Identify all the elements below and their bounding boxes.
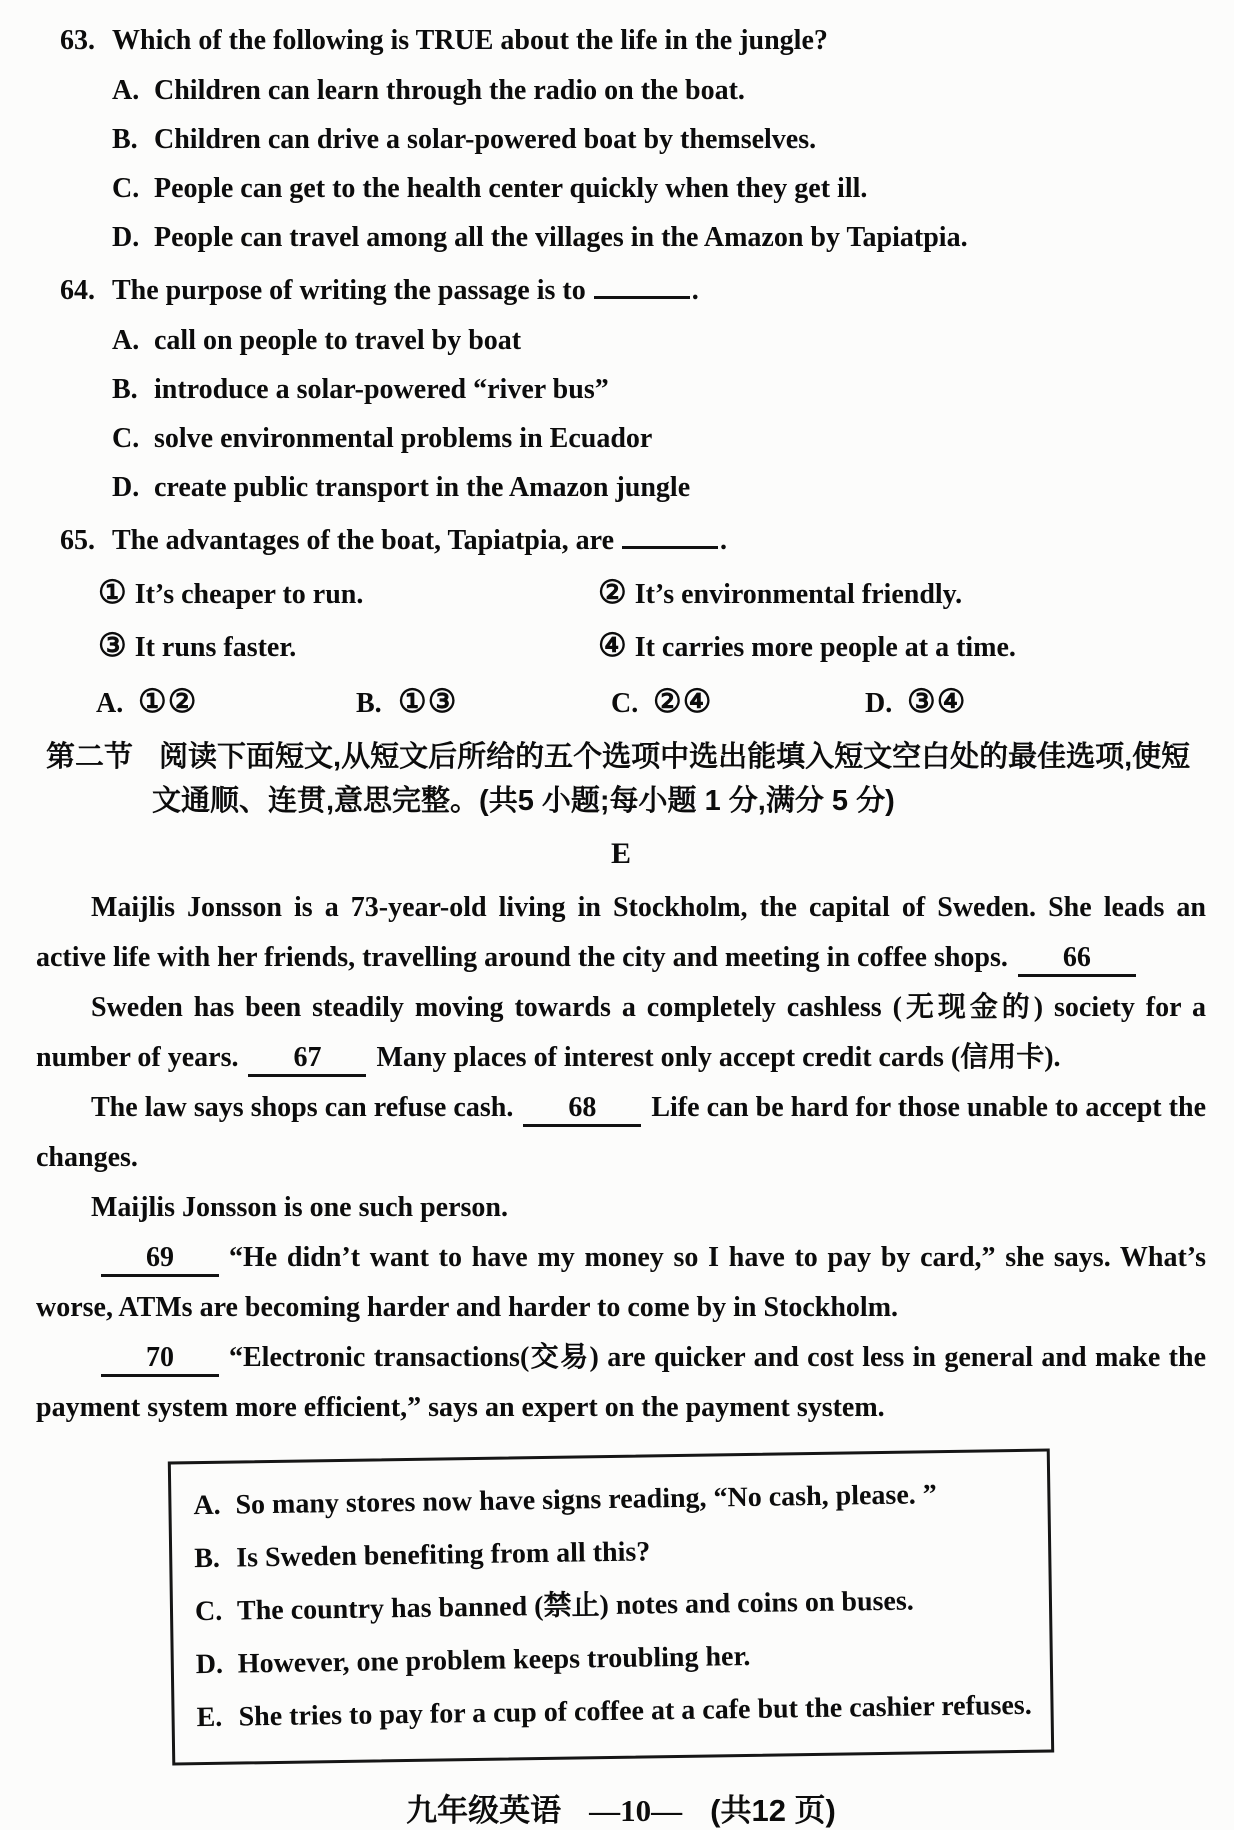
- choice-letter: A.: [96, 688, 124, 719]
- option-letter: D.: [112, 472, 140, 503]
- statement-text: It’s cheaper to run.: [134, 579, 364, 610]
- choice-pair: ①②: [138, 683, 198, 719]
- statement-2: [598, 574, 1206, 613]
- question-number: 63.: [60, 25, 95, 56]
- question-63-option-b: [36, 123, 1206, 157]
- passage-blank-67: 67: [248, 1042, 366, 1077]
- section-2-instructions: 阅读下面短文,从短文后所给的五个选项中选出能填入短文空白处的最佳选项,使短: [159, 741, 1191, 773]
- question-65: [36, 520, 1206, 723]
- choice-letter: D.: [865, 688, 893, 719]
- question-64: [36, 270, 1206, 505]
- question-65-choices: [36, 682, 1206, 723]
- paragraph-text: Sweden has been steadily moving towards a completely cashless (无现金的) society for a number of years.: [36, 992, 1206, 1073]
- option-text: People can travel among all the villages in the Amazon by Tapiatpia.: [154, 222, 968, 253]
- statement-3: [98, 627, 598, 666]
- option-letter: D.: [112, 222, 140, 253]
- choice-letter: C.: [611, 688, 639, 719]
- question-stem-text: Which of the following is TRUE about the life in the jungle?: [112, 25, 828, 56]
- stem-period: .: [691, 275, 699, 306]
- option-text: The country has banned (禁止) notes and coins on buses.: [236, 1585, 915, 1627]
- box-option-e: [196, 1688, 1034, 1736]
- option-text: Children can learn through the radio on the boat.: [154, 75, 745, 106]
- question-63-option-c: [36, 172, 1206, 206]
- circled-number-2: ②: [598, 574, 627, 610]
- passage-paragraph-6: [36, 1333, 1206, 1433]
- passage-paragraph-2: [36, 983, 1206, 1083]
- circled-number-3: ③: [98, 627, 127, 663]
- footer-course-label: 九年级英语: [406, 1793, 562, 1828]
- statement-text: It runs faster.: [134, 632, 297, 663]
- option-text: However, one problem keeps troubling her.: [237, 1640, 751, 1680]
- paragraph-text: “He didn’t want to have my money so I have to pay by card,” she says. What’s worse, ATMs are becoming harder and harder to come by in Stockholm.: [36, 1242, 1206, 1323]
- page-footer: [36, 1785, 1206, 1830]
- footer-page-number: —10—: [589, 1793, 683, 1828]
- option-letter: A.: [112, 75, 140, 106]
- statement-4: [598, 627, 1206, 666]
- question-64-stem: [36, 270, 1206, 308]
- passage-paragraph-5: [36, 1233, 1206, 1333]
- choice-pair: ①③: [398, 683, 458, 719]
- question-number: 65.: [60, 525, 95, 556]
- statement-text: It’s environmental friendly.: [634, 579, 963, 610]
- passage-blank-68: 68: [523, 1092, 641, 1127]
- option-text: solve environmental problems in Ecuador: [154, 423, 653, 454]
- question-stem-text: The advantages of the boat, Tapiatpia, are: [112, 525, 614, 556]
- question-63-stem: [36, 24, 1206, 58]
- box-option-c: [195, 1582, 1033, 1630]
- footer-total-pages: (共12 页): [710, 1793, 836, 1828]
- choice-b: [356, 682, 604, 723]
- option-letter: E.: [196, 1701, 223, 1734]
- option-letter: B.: [112, 124, 138, 155]
- option-letter: B.: [194, 1542, 221, 1575]
- choice-d: [865, 682, 966, 723]
- passage-blank-70: 70: [101, 1342, 219, 1377]
- box-option-b: [194, 1529, 1032, 1577]
- option-text: Is Sweden benefiting from all this?: [236, 1536, 651, 1574]
- option-text: So many stores now have signs reading, “No cash, please. ”: [235, 1479, 937, 1521]
- question-63: [36, 24, 1206, 255]
- passage-paragraph-3: [36, 1083, 1206, 1183]
- option-text: Children can drive a solar-powered boat by themselves.: [154, 124, 817, 155]
- choice-c: [611, 682, 858, 723]
- choice-letter: B.: [356, 688, 382, 719]
- option-letter: A.: [193, 1489, 221, 1522]
- box-option-d: [196, 1635, 1034, 1683]
- passage-blank-69: 69: [101, 1242, 219, 1277]
- option-text: She tries to pay for a cup of coffee at a cafe but the cashier refuses.: [238, 1689, 1032, 1733]
- option-letter: C.: [194, 1595, 223, 1628]
- choice-pair: ②④: [653, 683, 713, 719]
- option-letter: D.: [195, 1648, 224, 1681]
- choice-pair: ③④: [907, 683, 967, 719]
- option-text: introduce a solar-powered “river bus”: [154, 374, 609, 405]
- question-65-stem: [36, 520, 1206, 558]
- question-64-option-a: [36, 324, 1206, 358]
- statement-1: [98, 574, 598, 613]
- question-64-option-b: [36, 373, 1206, 407]
- option-letter: A.: [112, 325, 140, 356]
- passage-blank-66: 66: [1018, 942, 1136, 977]
- paragraph-text: Maijlis Jonsson is a 73-year-old living in Stockholm, the capital of Sweden. She leads an active life with her friends, travelling around the city and meeting in coffee shops.: [36, 892, 1206, 973]
- answer-blank: [594, 270, 690, 299]
- section-2-header: [46, 735, 1206, 823]
- option-text: call on people to travel by boat: [154, 325, 522, 356]
- stem-period: .: [720, 525, 727, 556]
- paragraph-text: The law says shops can refuse cash.: [91, 1092, 514, 1123]
- question-63-option-a: [36, 74, 1206, 108]
- question-64-option-c: [36, 422, 1206, 456]
- question-stem-text: The purpose of writing the passage is to: [112, 275, 586, 306]
- passage-paragraph-4: Maijlis Jonsson is one such person.: [91, 1192, 508, 1223]
- option-letter: B.: [112, 374, 138, 405]
- section-2-line2: 文通顺、连贯,意思完整。(共5 小题;每小题 1 分,满分 5 分): [152, 785, 895, 817]
- paragraph-text: Life can be hard for those unable to accept the changes.: [36, 1092, 1207, 1173]
- question-65-statements: [36, 574, 1206, 666]
- option-letter: C.: [112, 173, 140, 204]
- circled-number-4: ④: [598, 627, 627, 663]
- statement-text: It carries more people at a time.: [634, 632, 1016, 663]
- choice-a: [96, 682, 349, 723]
- passage-paragraph-1: [36, 883, 1206, 983]
- circled-number-1: ①: [98, 574, 127, 610]
- section-2-label: 第二节: [46, 741, 134, 773]
- question-64-option-d: [36, 471, 1206, 505]
- option-text: create public transport in the Amazon jungle: [154, 472, 691, 503]
- paragraph-text: Many places of interest only accept credit cards (信用卡).: [376, 1042, 1061, 1073]
- option-text: People can get to the health center quickly when they get ill.: [154, 173, 868, 204]
- question-63-option-d: [36, 221, 1206, 255]
- option-letter: C.: [112, 423, 140, 454]
- passage-title: E: [610, 837, 631, 870]
- section-2-line1: [46, 735, 1206, 779]
- answer-blank: [622, 520, 718, 549]
- question-number: 64.: [60, 275, 95, 306]
- box-option-a: [193, 1476, 1031, 1524]
- gap-fill-options-box: [168, 1448, 1054, 1765]
- paragraph-text: “Electronic transactions(交易) are quicker and cost less in general and make the payment system more efficient,” says an expert on the payment system.: [36, 1342, 1206, 1423]
